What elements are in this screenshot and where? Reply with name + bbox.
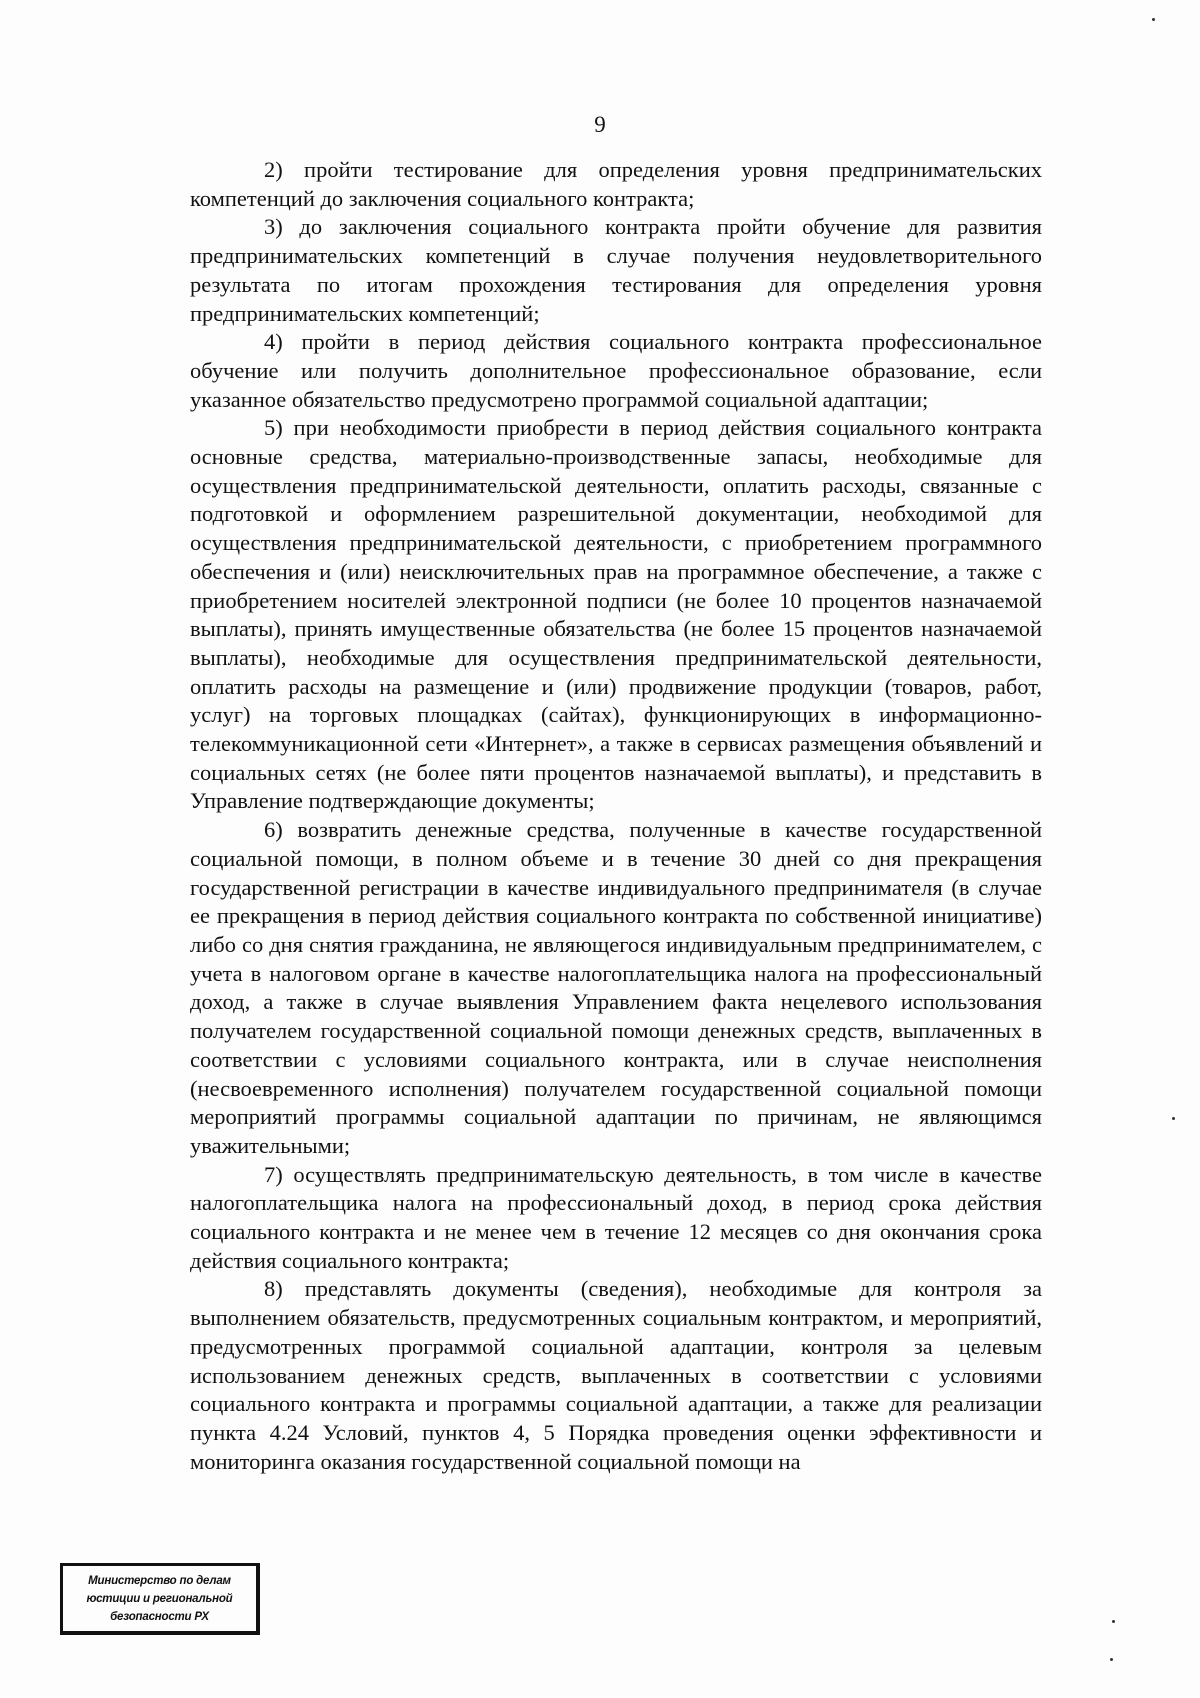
paragraph-item-4: 4) пройти в период действия социального контракта профессиональное обучение или получить дополнительное профессиональное образование, если указанное обязательство предусмотрено программой социальной адаптации; <box>190 329 1042 412</box>
paragraph-item-8: 8) представлять документы (сведения), необходимые для контроля за выполнением обязательств, предусмотренных социальным контрактом, и мероприятий, предусмотренных программой социальной адаптации, контроля за целевым использованием денежных средств, выплаченных в соответствии с условиями социального контракта и программы социальной адаптации, а также для реализации пункта 4.24 Условий, пунктов 4, 5 Порядка проведения оценки эффективности и мониторинга оказания государственной социальной помощи на <box>190 1276 1042 1474</box>
page-number: 9 <box>594 112 606 137</box>
ministry-stamp <box>60 1563 260 1635</box>
stamp-line: Министерство по делам <box>88 1575 231 1587</box>
stamp-line: безопасности РХ <box>110 1611 209 1623</box>
scan-speck <box>1152 18 1155 21</box>
scan-speck <box>1110 1658 1113 1661</box>
scan-speck <box>1112 1620 1115 1623</box>
document-body <box>190 156 1042 1476</box>
scan-speck <box>1172 1117 1175 1120</box>
paragraph-item-7: 7) осуществлять предпринимательскую деятельность, в том числе в качестве налогоплательщика налога на профессиональный доход, в период срока действия социального контракта и не менее чем в течение 12 месяцев со дня окончания срока действия социального контракта; <box>190 1161 1042 1273</box>
paragraph-item-2: 2) пройти тестирование для определения уровня предпринимательских компетенций до заключения социального контракта; <box>190 157 1042 211</box>
paragraph-item-3: 3) до заключения социального контракта пройти обучение для развития предпринимательских компетенций в случае получения неудовлетворительного результата по итогам прохождения тестирования для определения уровня предпринимательских компетенций; <box>190 214 1042 326</box>
stamp-line: юстиции и региональной <box>86 1593 233 1605</box>
paragraph-item-5: 5) при необходимости приобрести в период действия социального контракта основные средства, материально-производственные запасы, необходимые для осуществления предпринимательской деятельности, оплатить расходы, связанные с подготовкой и оформлением разрешительной документации, необходимой для осуществления предпринимательской деятельности, с приобретением программного обеспечения и (или) неисключительных прав на программное обеспечение, а также с приобретением носителей электронной подписи (не более 10 процентов назначаемой выплаты), принять имущественные обязательства (не более 15 процентов назначаемой выплаты), необходимые для осуществления предпринимательской деятельности, оплатить расходы на размещение и (или) продвижение продукции (товаров, работ, услуг) на торговых площадках (сайтах), функционирующих в информационно-телекоммуникационной сети «Интернет», а также в сервисах размещения объявлений и социальных сетях (не более пяти процентов назначаемой выплаты), и представить в Управление подтверждающие документы; <box>190 415 1042 814</box>
paragraph-item-6: 6) возвратить денежные средства, полученные в качестве государственной социальной помощи, в полном объеме и в течение 30 дней со дня прекращения государственной регистрации в качестве индивидуального предпринимателя (в случае ее прекращения в период действия социального контракта по собственной инициативе) либо со дня снятия гражданина, не являющегося индивидуальным предпринимателем, с учета в налоговом органе в качестве налогоплательщика налога на профессиональный доход, а также в случае выявления Управлением факта нецелевого использования получателем государственной социальной помощи денежных средств, выплаченных в соответствии с условиями социального контракта, или в случае неисполнения (несвоевременного исполнения) получателем государственной социальной помощи мероприятий программы социальной адаптации по причинам, не являющимся уважительными; <box>190 817 1042 1158</box>
